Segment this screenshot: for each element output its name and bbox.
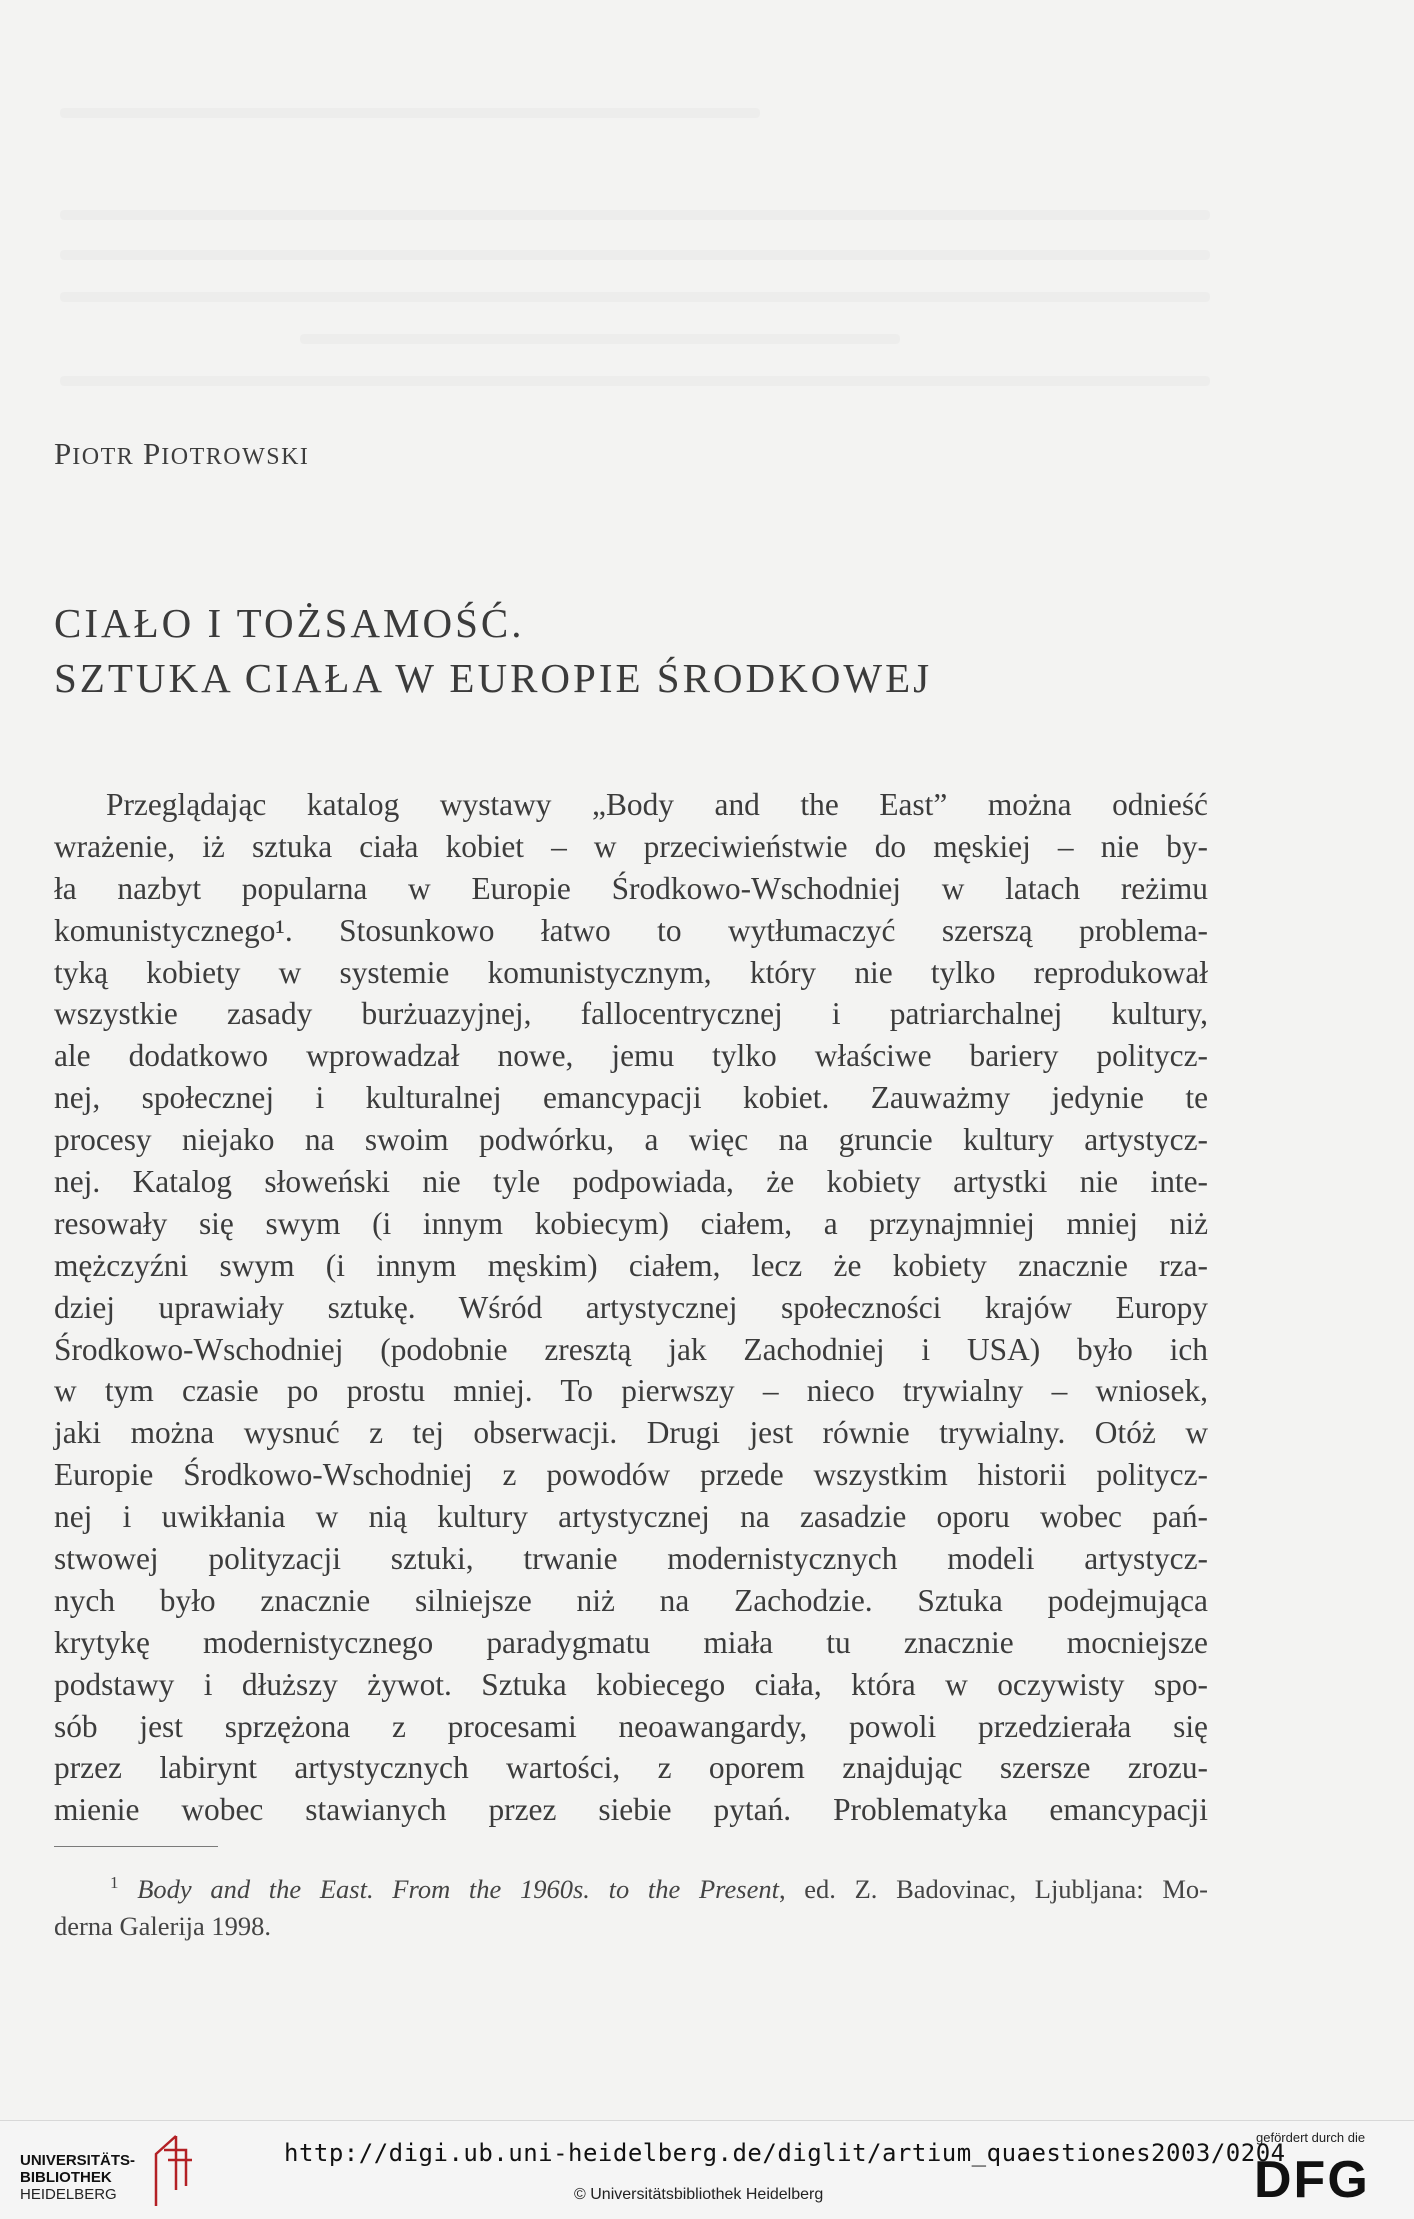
body-line: jaki można wysnuć z tej obserwacji. Drugi jest równie trywialny. Otóż w <box>54 1415 1208 1451</box>
bleed-through-shadow <box>60 292 1210 302</box>
body-line: Środkowo-Wschodniej (podobnie zresztą jak Zachodniej i USA) było ich <box>54 1331 1208 1367</box>
author-last-rest: IOTROWSKI <box>161 444 310 470</box>
body-line: dziej uprawiały sztukę. Wśród artystycznej społeczności krajów Europy <box>54 1289 1208 1325</box>
library-logo-icon <box>146 2130 196 2210</box>
dfg-logo-icon: DFG <box>1254 2151 1370 2209</box>
body-line: nych było znacznie silniejsze niż na Zachodzie. Sztuka podejmująca <box>54 1582 1208 1618</box>
body-line: stwowej polityzacji sztuki, trwanie modernistycznych modeli artystycz- <box>54 1541 1208 1577</box>
body-line: tyką kobiety w systemie komunistycznym, który nie tylko reprodukował <box>54 954 1208 990</box>
author-last-initial: P <box>143 436 162 471</box>
body-line: mienie wobec stawianych przez siebie pytań. Problematyka emancypacji <box>54 1792 1208 1828</box>
body-line: mężczyźni swym (i innym męskim) ciałem, lecz że kobiety znacznie rza- <box>54 1247 1208 1283</box>
body-line: wszystkie zasady burżuazyjnej, fallocentrycznej i patriarchalnej kultury, <box>54 996 1208 1032</box>
author-name <box>54 436 309 472</box>
body-line: nej, społecznej i kulturalnej emancypacji kobiet. Zauważmy jedynie te <box>54 1080 1208 1116</box>
library-name <box>20 2152 135 2203</box>
library-line-3: HEIDELBERG <box>20 2186 117 2203</box>
bleed-through-shadow <box>60 376 1210 386</box>
author-first-initial: P <box>54 436 73 471</box>
footer-bar <box>0 2120 1414 2219</box>
body-text <box>54 784 1208 1831</box>
body-line: Europie Środkowo-Wschodniej z powodów przede wszystkim historii politycz- <box>54 1457 1208 1493</box>
body-line: przez labirynt artystycznych wartości, z oporem znajdując szersze zrozu- <box>54 1750 1208 1786</box>
body-line: nej i uwikłania w nią kultury artystycznej na zasadzie oporu wobec pań- <box>54 1499 1208 1535</box>
body-line: w tym czasie po prostu mniej. To pierwszy – nieco trywialny – wniosek, <box>54 1373 1208 1409</box>
bleed-through-shadow <box>300 334 900 344</box>
footnote-line-1 <box>54 1864 1208 1908</box>
bleed-through-shadow <box>60 250 1210 260</box>
copyright-notice: © Universitätsbibliothek Heidelberg <box>574 2186 824 2203</box>
body-line: Przeglądając katalog wystawy „Body and the East” można odnieść <box>106 787 1208 822</box>
footnote <box>54 1864 1208 1945</box>
body-line: krytykę modernistycznego paradygmatu miała tu znacznie mocniejsze <box>54 1624 1208 1660</box>
footnote-marker: 1 <box>110 1873 119 1892</box>
article-title <box>54 596 932 706</box>
footnote-line-2: derna Galerija 1998. <box>54 1910 272 1941</box>
body-line: wrażenie, iż sztuka ciała kobiet – w przeciwieństwie do męskiej – nie by- <box>54 828 1208 864</box>
body-line: komunistycznego¹. Stosunkowo łatwo to wytłumaczyć szerszą problema- <box>54 912 1208 948</box>
body-line: sób jest sprzężona z procesami neoawangardy, powoli przedzierała się <box>54 1708 1208 1744</box>
body-line: podstawy i dłuższy żywot. Sztuka kobiecego ciała, która w oczywisty spo- <box>54 1666 1208 1702</box>
bleed-through-shadow <box>60 210 1210 220</box>
body-line: ła nazbyt popularna w Europie Środkowo-Wschodniej w latach reżimu <box>54 870 1208 906</box>
body-line: nej. Katalog słoweński nie tyle podpowiada, że kobiety artystki nie inte- <box>54 1164 1208 1200</box>
footnote-separator <box>54 1846 218 1847</box>
title-line-1: CIAŁO I TOŻSAMOŚĆ. <box>54 600 525 646</box>
funding-note: gefördert durch die <box>1256 2130 1366 2145</box>
library-line-1: UNIVERSITÄTS- <box>20 2152 136 2169</box>
body-line: ale dodatkowo wprowadzał nowe, jemu tylko właściwe bariery politycz- <box>54 1038 1208 1074</box>
title-line-2: SZTUKA CIAŁA W EUROPIE ŚRODKOWEJ <box>54 655 933 701</box>
footnote-citation: , ed. Z. Badovinac, Ljubljana: Mo- <box>778 1873 1209 1904</box>
library-line-2: BIBLIOTHEK <box>20 2169 112 2186</box>
body-line: resowały się swym (i innym kobiecym) ciałem, a przynajmniej mniej niż <box>54 1205 1208 1241</box>
bleed-through-shadow <box>60 108 760 118</box>
body-line: procesy niejako na swoim podwórku, a więc na gruncie kultury artystycz- <box>54 1122 1208 1158</box>
author-first-rest: IOTR <box>72 444 135 470</box>
footnote-italic-title: Body and the East. From the 1960s. to the Present <box>137 1873 779 1904</box>
permalink-url[interactable]: http://digi.ub.uni-heidelberg.de/diglit/artium_quaestiones2003/0204 <box>284 2139 1286 2167</box>
